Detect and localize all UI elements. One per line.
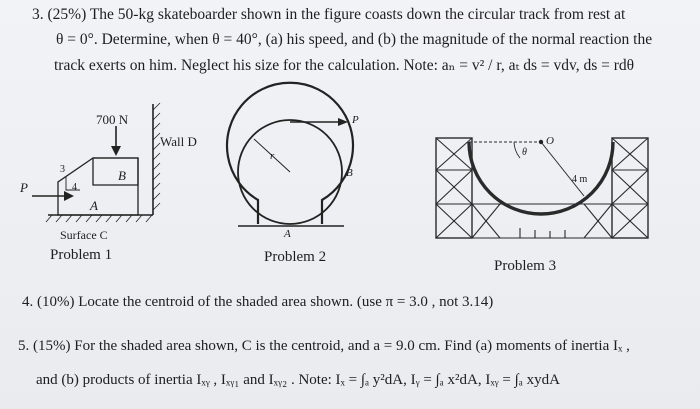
block-a — [58, 158, 138, 215]
theta-label: θ — [522, 147, 527, 158]
q3-line-3: track exerts on him. Neglect his size for the calculation. Note: aₙ = v² / r, aₜ ds = vdv, ds = rdθ — [54, 57, 635, 74]
b-label-2: B — [346, 167, 353, 179]
pivot-o-dot — [539, 140, 543, 144]
r-label: r — [270, 150, 275, 162]
problem2-figure — [227, 83, 353, 226]
block-b — [93, 158, 138, 185]
surface-c-label: Surface C — [60, 228, 108, 242]
halfpipe-track — [469, 142, 613, 214]
a-label-2: A — [284, 228, 291, 240]
problem2-caption: Problem 2 — [264, 249, 327, 265]
q3-line-1: 3. (25%) The 50-kg skateboarder shown in the figure coasts down the circular track from rest at — [32, 6, 626, 23]
loop-track-outer — [227, 83, 353, 224]
force-700n-label: 700 N — [96, 112, 129, 127]
q4-text: 4. (10%) Locate the centroid of the shaded area shown. (use π = 3.0 , not 3.14) — [22, 294, 494, 310]
q5-line-2: and (b) products of inertia Iₓᵧ , Iₓᵧ₁ and Iₓᵧ₂ . Note: Iₓ = ∫ₐ y²dA, Iᵧ = ∫ₐ x²dA, Iₓᵧ = ∫ₐ xydA — [36, 372, 560, 388]
wall-d-label: Wall D — [160, 134, 197, 149]
radius-4m-line — [541, 142, 584, 196]
slope-4-label: 4 — [72, 182, 77, 193]
block-a-label: A — [90, 198, 98, 213]
problem1-caption: Problem 1 — [50, 247, 113, 263]
p-label-2: P — [352, 114, 359, 126]
o-label: O — [546, 135, 554, 147]
block-b-label: B — [118, 168, 126, 183]
q3-line-2: θ = 0°. Determine, when θ = 40°, (a) his speed, and (b) the magnitude of the normal reaction the — [56, 31, 653, 48]
problem3-figure — [436, 138, 648, 238]
q5-line-1: 5. (15%) For the shaded area shown, C is the centroid, and a = 9.0 cm. Find (a) moments of inertia Iₓ , — [18, 338, 630, 354]
problem3-caption: Problem 3 — [494, 258, 557, 274]
slope-3-label: 3 — [60, 164, 65, 175]
radius-label: 4 m — [572, 174, 588, 185]
p-label-1: P — [20, 180, 28, 195]
